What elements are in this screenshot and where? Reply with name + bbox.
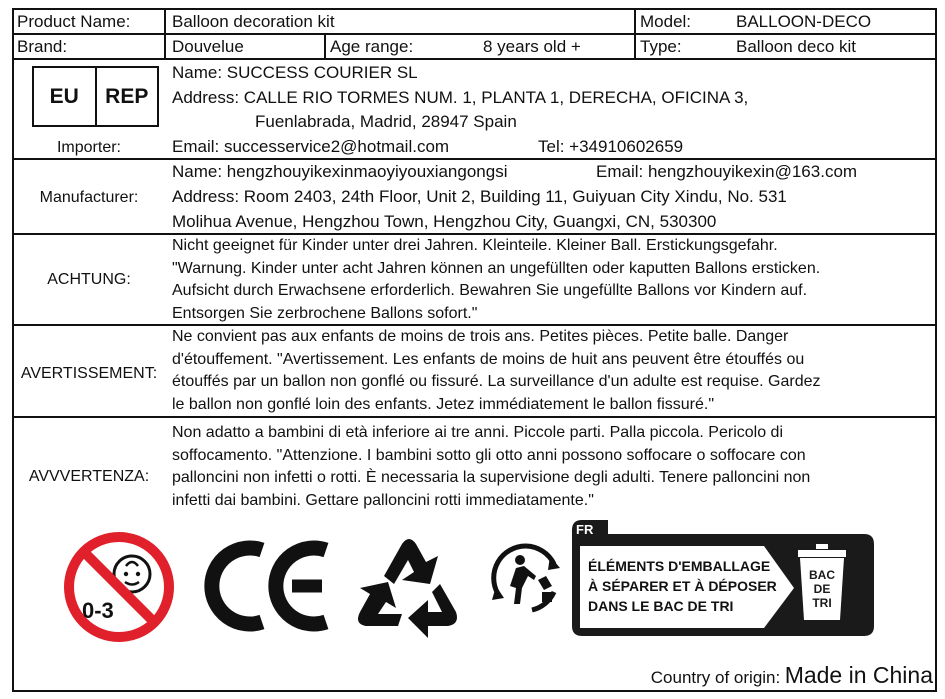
bin-text: TRI bbox=[812, 596, 832, 610]
origin-label: Country of origin: bbox=[650, 668, 781, 687]
importer-tel: Tel: +34910602659 bbox=[538, 137, 684, 156]
model-value: BALLOON-DECO bbox=[736, 12, 872, 31]
triman-flag-text: FR bbox=[576, 522, 594, 537]
importer-email: Email: successervice2@hotmail.com bbox=[172, 137, 450, 156]
triman-text bbox=[588, 556, 777, 616]
importer-label: Importer: bbox=[56, 139, 121, 156]
warning-label-fr: AVERTISSEMENT: bbox=[20, 365, 158, 382]
warning-line: Aufsicht durch Erwachsene erforderlich. Bewahren Sie ungefüllte Ballons vor Kindern auf. bbox=[172, 282, 808, 300]
warning-line: Ne convient pas aux enfants de moins de trois ans. Petites pièces. Petite balle. Danger bbox=[172, 328, 789, 345]
country-of-origin bbox=[651, 662, 933, 689]
bin-text: BAC bbox=[809, 568, 835, 582]
importer-name: Name: SUCCESS COURIER SL bbox=[172, 63, 418, 82]
ce-mark-icon bbox=[204, 536, 334, 636]
model-label: Model: bbox=[640, 12, 692, 31]
warning-label-de: ACHTUNG: bbox=[47, 271, 131, 288]
manufacturer-email: Email: hengzhouyikexin@163.com bbox=[596, 162, 858, 181]
warning-line: palloncini non infetti o rotti. È necessaria la supervisione degli adulti. Tenere palloncini non bbox=[172, 469, 811, 487]
importer-address-line-2: Fuenlabrada, Madrid, 28947 Spain bbox=[255, 112, 517, 131]
warning-text-it bbox=[172, 422, 810, 513]
type-value: Balloon deco kit bbox=[736, 37, 857, 56]
product-name-value: Balloon decoration kit bbox=[172, 12, 335, 31]
age-range-label: Age range: bbox=[330, 37, 414, 56]
manufacturer-address-line-1: Address: Room 2403, 24th Floor, Unit 2, Building 11, Guiyuan City Xindu, No. 531 bbox=[172, 187, 787, 206]
recycle-icon bbox=[350, 526, 468, 642]
manufacturer-name: Name: hengzhouyikexinmaoyiyouxiangongsi bbox=[172, 162, 508, 181]
warning-line: infetti dai bambini. Gettare palloncini rotti immediatamente." bbox=[172, 492, 594, 510]
brand-label: Brand: bbox=[17, 37, 68, 56]
column-divider bbox=[164, 8, 166, 59]
warning-label-it: AVVVERTENZA: bbox=[28, 468, 150, 485]
importer-address-line-1: Address: CALLE RIO TORMES NUM. 1, PLANTA 1, DERECHA, OFICINA 3, bbox=[172, 88, 749, 107]
triman-icon bbox=[488, 540, 564, 616]
row-divider bbox=[12, 33, 937, 35]
bin-text: DE bbox=[813, 582, 831, 596]
triman-line: DANS LE BAC DE TRI bbox=[588, 598, 734, 614]
warning-line: le ballon non gonflé loin des enfants. Jetez immédiatement le ballon fissuré." bbox=[172, 396, 714, 414]
warning-line: d'étouffement. "Avertissement. Les enfants de moins de huit ans peuvent être étouffés ou bbox=[172, 350, 805, 368]
eu-text: EU bbox=[49, 84, 79, 108]
manufacturer-label: Manufacturer: bbox=[39, 189, 139, 206]
brand-value: Douvelue bbox=[172, 37, 244, 56]
manufacturer-address-line-2: Molihua Avenue, Hengzhou Town, Hengzhou City, Guangxi, CN, 530300 bbox=[172, 212, 717, 231]
bin-icon-text bbox=[806, 568, 838, 610]
row-divider bbox=[12, 158, 937, 160]
triman-info-box bbox=[572, 520, 874, 636]
row-divider bbox=[12, 58, 937, 60]
column-divider bbox=[324, 34, 326, 59]
warning-line: Nicht geeignet für Kinder unter drei Jahren. Kleinteile. Kleiner Ball. Erstickungsgefahr. bbox=[172, 237, 778, 254]
warning-line: Non adatto a bambini di età inferiore ai tre anni. Piccole parti. Palla piccola. Pericolo di bbox=[172, 424, 783, 441]
triman-line: ÉLÉMENTS D'EMBALLAGE bbox=[588, 558, 771, 574]
warning-line: Entsorgen Sie zerbrochene Ballons sofort." bbox=[172, 305, 478, 323]
type-label: Type: bbox=[640, 37, 682, 56]
no-under-3-icon bbox=[62, 530, 176, 644]
warning-text-fr bbox=[172, 326, 821, 417]
warning-line: "Warnung. Kinder unter acht Jahren können an ungefüllten oder kaputten Ballons ersticken. bbox=[172, 259, 821, 277]
age-warning-text: 0-3 bbox=[82, 598, 114, 623]
age-range-value: 8 years old + bbox=[483, 37, 581, 56]
warning-text-de bbox=[172, 235, 820, 326]
triman-line: À SÉPARER ET À DÉPOSER bbox=[588, 578, 777, 594]
column-divider bbox=[634, 8, 636, 59]
eu-rep-badge bbox=[32, 66, 159, 127]
warning-line: soffocamento. "Attenzione. I bambini sotto gli otto anni possono soffocare o soffocare con bbox=[172, 446, 806, 464]
warning-line: étouffés par un ballon non gonflé ou fissuré. La surveillance d'un adulte est requise. Gardez bbox=[172, 373, 821, 391]
product-name-label: Product Name: bbox=[17, 12, 131, 31]
rep-text: REP bbox=[95, 68, 158, 125]
origin-value: Made in China bbox=[784, 662, 933, 688]
